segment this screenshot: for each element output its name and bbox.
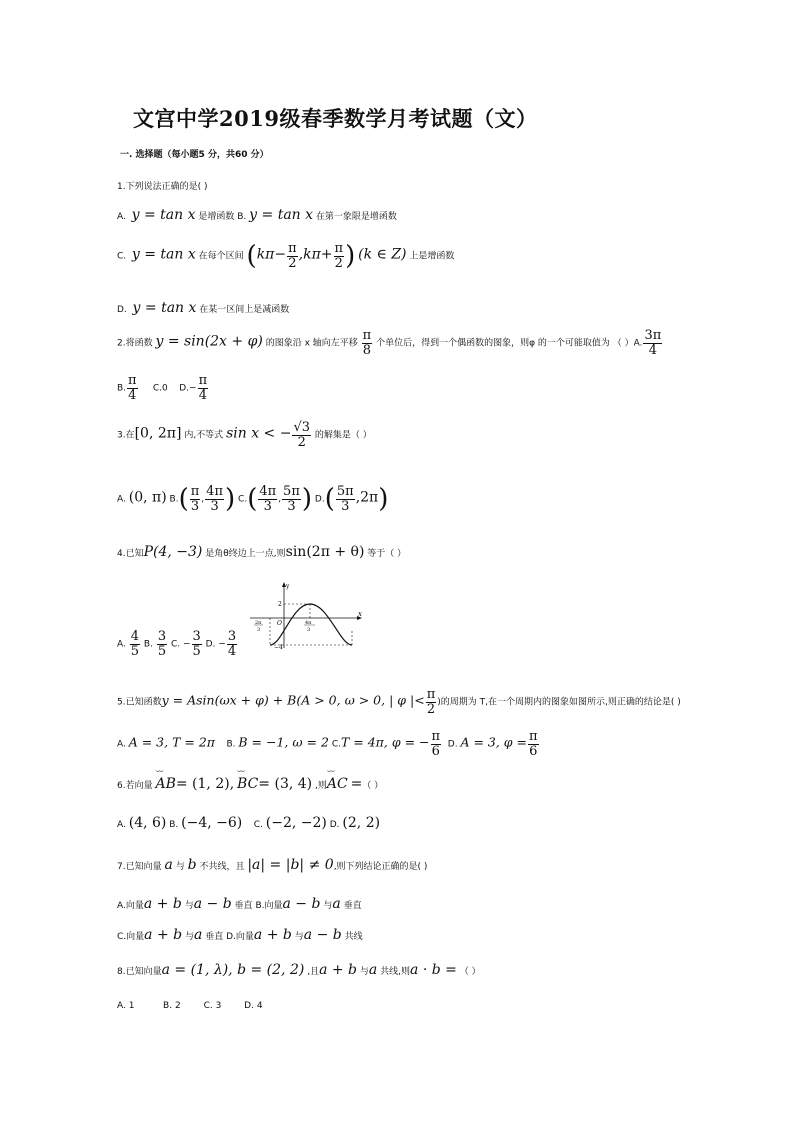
question-7-options-ab: A.向量a + b 与a − b 垂直 B.向量a − b 与a 垂直 — [117, 896, 362, 912]
question-3-stem: 3.在[0, 2π] 内,不等式 sin x < − $\frac{√3}{2}$ 的解集是（ ） — [117, 420, 372, 450]
graph-y-label: y — [286, 583, 290, 590]
question-1-options-ab: A. y = tan x 是增函数 B. y = tan x 在第一象限是增函数 — [117, 207, 397, 223]
question-1-option-c: C. y = tan x 在每个区间 (kπ− $\frac{\pi}{2}$ ,kπ+ $\frac{\pi}{2}$ ) (k ∈ Z) 上是增函数 — [117, 240, 455, 271]
question-4-stem: 4.已知P(4, −3) 是角θ终边上一点,则sin(2π + θ) 等于（ ） — [117, 544, 407, 560]
question-7-options-cd: C.向量a + b 与a 垂直 D.向量a + b 与a − b 共线 — [117, 927, 363, 943]
question-5-stem: 5.已知函数y = Asin(ωx + φ) + B(A > 0, ω > 0, | φ |< $\frac{\pi}{2}$ )的周期为 T,在一个周期内的图象如图所示,则正确的结论是( ) — [117, 687, 681, 717]
graph-x-label: x — [358, 610, 362, 618]
question-8-stem: 8.已知向量a = (1, λ), b = (2, 2) ,且a + b 与a 共线,则a · b = （ ） — [117, 962, 481, 978]
graph-origin-label: O — [277, 620, 282, 627]
graph-y-top: 2 — [278, 601, 282, 608]
question-1-option-d: D. y = tan x 在某一区间上是减函数 — [117, 300, 290, 316]
question-4-options: A. $\frac{4}{5}$ B. $\frac{3}{5}$ C. − $\frac{3}{5}$ D. − $\frac{3}{4}$ — [117, 629, 237, 659]
question-1-stem: 1.下列说法正确的是( ) — [117, 182, 208, 192]
graph-x-right-num: 4π — [305, 620, 312, 626]
question-6-options: A. (4, 6) B. (−4, −6) C. (−2, −2) D. (2, 2) — [117, 815, 381, 831]
graph-y-bottom: −4 — [274, 644, 283, 651]
graph-x-right-den: 3 — [307, 627, 311, 633]
question-3-options: A. (0, π) B.( $\frac{\pi}{3}$ , $\frac{4\pi}{3}$ ) C.( $\frac{4\pi}{3}$ , $\frac{5\pi}{3}$ ) D.( $\frac{5\pi}{3}$ ,2π) — [117, 483, 389, 514]
question-2-stem: 2.将函数 y = sin(2x + φ) 的图象沿 x 轴向左平移 $\frac{\pi}{8}$ 个单位后，得到一个偶函数的图象，则φ 的一个可能取值为 （ ）A. $\frac{3\pi}{4}$ — [117, 328, 662, 358]
question-8-options: A. 1 B. 2 C. 3 D. 4 — [117, 1001, 263, 1011]
question-2-options: B. $\frac{\pi}{4}$ C.0 D.− $\frac{\pi}{4}$ — [117, 373, 208, 403]
question-5-options: A. A = 3, T = 2π B. B = −1, ω = 2 C.T = 4π, φ = − $\frac{\pi}{6}$ D. A = 3, φ = $\frac{\pi}{6}$ — [117, 729, 538, 759]
section-heading: 一. 选择题（每小题5 分，共60 分） — [120, 150, 269, 160]
page-title: 文宫中学2019级春季数学月考试题（文） — [133, 106, 538, 131]
sine-graph — [248, 580, 366, 652]
question-6-stem: 6.若向量 ⌣⌣ AB= (1, 2), ⌣⌣ BC= (3, 4) ,则⌣⌣ AC =（ ） — [117, 776, 383, 792]
question-7-stem: 7.已知向量 a 与 b 不共线，且 |a| = |b| ≠ 0,则下列结论正确的是( ) — [117, 857, 428, 873]
graph-x-left-den: 3 — [257, 627, 261, 633]
graph-x-left-num: 2π — [255, 620, 262, 626]
